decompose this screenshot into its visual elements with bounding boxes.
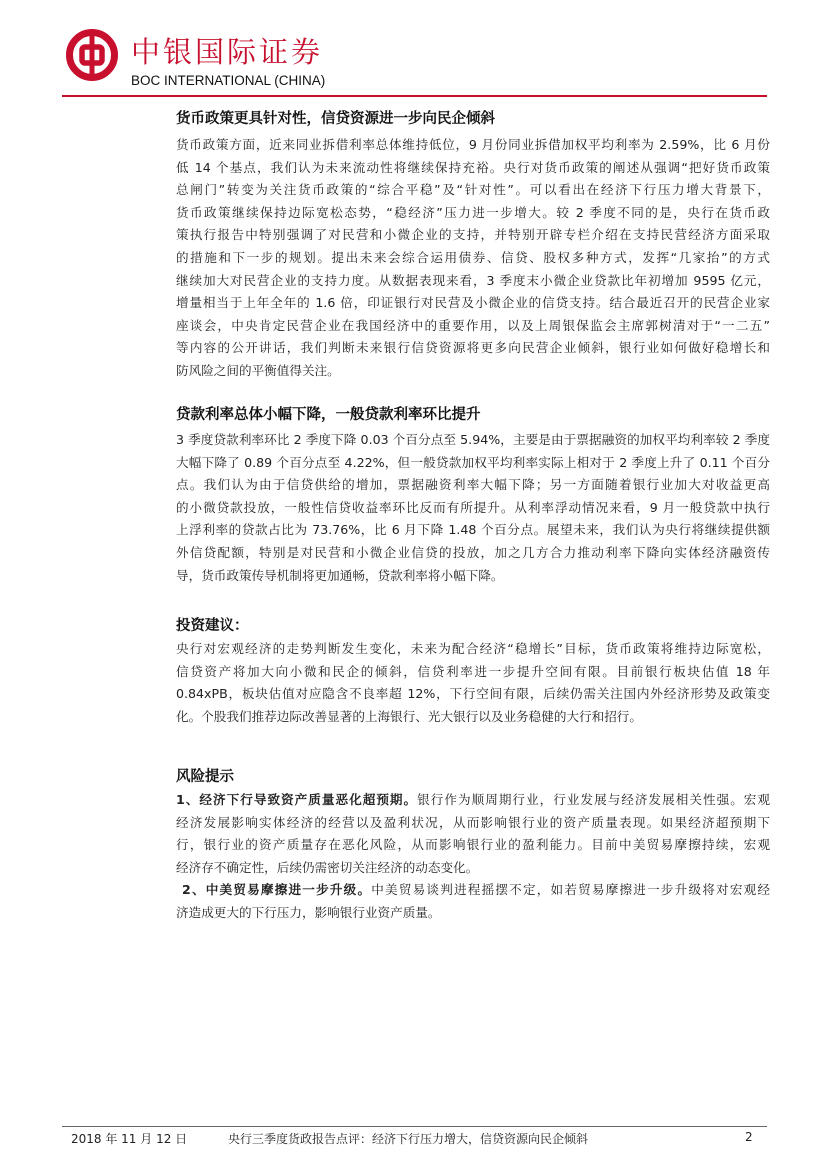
text-line: 导，货币政策传导机制将更加通畅，贷款利率将小幅下降。: [176, 567, 504, 583]
section-heading-risk-warning: 风险提示: [176, 769, 234, 785]
page-header: [0, 0, 827, 100]
text-line: 总闸门”转变为关注货币政策的“综合平稳”及“针对性”。可以看出在经济下行压力增大背景下，: [176, 182, 770, 198]
footer-report-title: 央行三季度货政报告点评：经济下行压力增大，信贷资源向民企倾斜: [228, 1132, 589, 1146]
text-line: 等内容的公开讲话，我们判断未来银行信贷资源将更多向民营企业倾斜，银行业如何做好稳增长和: [176, 340, 770, 356]
text-line: [176, 789, 770, 812]
paragraph-investment-advice: [176, 638, 770, 728]
text-line: 央行对宏观经济的走势判断发生变化，未来为配合经济“稳增长”目标，货币政策将维持边际宽松，: [176, 641, 770, 656]
text-line: 0.84xPB，板块估值对应隐含不良率超 12%，下行空间有限，后续仍需关注国内外经济形势及政策变: [176, 686, 770, 702]
text-line: 济造成更大的下行压力，影响银行业资产质量。: [176, 904, 441, 920]
text-line: 防风险之间的平衡值得关注。: [176, 362, 340, 378]
text-line: [176, 879, 770, 902]
risk-item-2: [176, 879, 770, 924]
text-line: 点。我们认为由于信贷供给的增加，票据融资利率大幅下降；另一方面随着银行业加大对收益更高: [176, 477, 770, 493]
risk-item-number: 1、: [176, 792, 200, 807]
risk-item-title: 中美贸易摩擦进一步升级。: [205, 882, 372, 897]
footer-date: 2018 年 11 月 12 日: [71, 1132, 188, 1146]
text-line: 策执行报告中特别强调了对民营和小微企业的支持，并特别开辟专栏介绍在支持民营经济方面采取: [176, 227, 770, 243]
text-line: 的小微贷款投放，一般性信贷收益率环比反而有所提升。从利率浮动情况来看，9 月一般贷款中执行: [176, 499, 770, 515]
text-line: 化。个股我们推荐边际改善显著的上海银行、光大银行以及业务稳健的大行和招行。: [176, 708, 642, 724]
boc-logo-icon: [66, 29, 118, 81]
text-line: 外信贷配额，特别是对民营和小微企业信贷的投放，加之几方合力推动利率下降向实体经济融资传: [176, 544, 770, 560]
text-line: 上浮利率的贷款占比为 73.76%，比 6 月下降 1.48 个百分点。展望未来，我们认为央行将继续提供额: [176, 522, 770, 538]
risk-item-text: 中美贸易谈判进程摇摆不定，如若贸易摩擦进一步升级将对宏观经: [371, 882, 770, 897]
risk-item-number: 2、: [182, 882, 206, 897]
text-line: 低 14 个基点，我们认为未来流动性将继续保持充裕。央行对货币政策的阐述从强调“把好货币政策: [176, 159, 770, 175]
text-line: 3 季度贷款利率环比 2 季度下降 0.03 个百分点至 5.94%，主要是由于票据融资的加权平均利率较 2 季度: [176, 432, 770, 447]
brand-name-en: BOC INTERNATIONAL (CHINA): [131, 73, 326, 88]
text-line: 经济存不确定性，后续仍需密切关注经济的动态变化。: [176, 859, 479, 875]
section-heading-investment-advice: 投资建议：: [176, 618, 249, 634]
brand-name-cn: 中银国际证券: [131, 35, 324, 69]
text-line: 增量相当于上年全年的 1.6 倍，印证银行对民营及小微企业的信贷支持。结合最近召开的民营企业家: [176, 295, 770, 311]
text-line: 座谈会，中央肯定民营企业在我国经济中的重要作用，以及上周银保监会主席郭树清对于“一二五”: [176, 317, 770, 333]
text-line: 货币政策方面，近来同业拆借利率总体维持低位，9 月份同业拆借加权平均利率为 2.59%，比 6 月份: [176, 137, 770, 152]
text-line: 信贷资产将加大向小微和民企的倾斜，信贷利率进一步提升空间有限。目前银行板块估值 18 年: [176, 663, 770, 679]
text-line: 的措施和下一步的规划。提出未来会综合运用债券、信贷、股权多种方式，发挥“几家抬”的方式: [176, 249, 770, 265]
risk-item-text: 银行作为顺周期行业，行业发展与经济发展相关性强。宏观: [417, 792, 770, 807]
text-line: 继续加大对民营企业的支持力度。从数据表现来看，3 季度末小微企业贷款比年初增加 9595 亿元，: [176, 272, 770, 288]
paragraph-loan-rates: [176, 429, 770, 587]
paragraph-monetary-policy: [176, 134, 770, 383]
footer-divider: [62, 1126, 767, 1127]
risk-item-title: 经济下行导致资产质量恶化超预期。: [199, 792, 418, 807]
text-line: 大幅下降了 0.89 个百分点至 4.22%，但一般贷款加权平均利率实际上相对于 2 季度上升了 0.11 个百分: [176, 454, 770, 470]
text-line: 货币政策继续保持边际宽松态势，“稳经济”压力进一步增大。较 2 季度不同的是，央行在货币政: [176, 204, 770, 220]
section-heading-loan-rates: 贷款利率总体小幅下降，一般贷款利率环比提升: [176, 407, 481, 423]
page-number: 2: [745, 1130, 753, 1144]
text-line: 经济发展影响实体经济的经营以及盈利状况，从而影响银行业的资产质量表现。如果经济超预期下: [176, 814, 770, 830]
header-divider: [62, 95, 767, 97]
text-line: 行，银行业的资产质量存在恶化风险，从而影响银行业的盈利能力。目前中美贸易摩擦持续，宏观: [176, 837, 770, 853]
section-heading-monetary-policy: 货币政策更具针对性，信贷资源进一步向民企倾斜: [176, 111, 495, 127]
risk-item-1: [176, 789, 770, 879]
